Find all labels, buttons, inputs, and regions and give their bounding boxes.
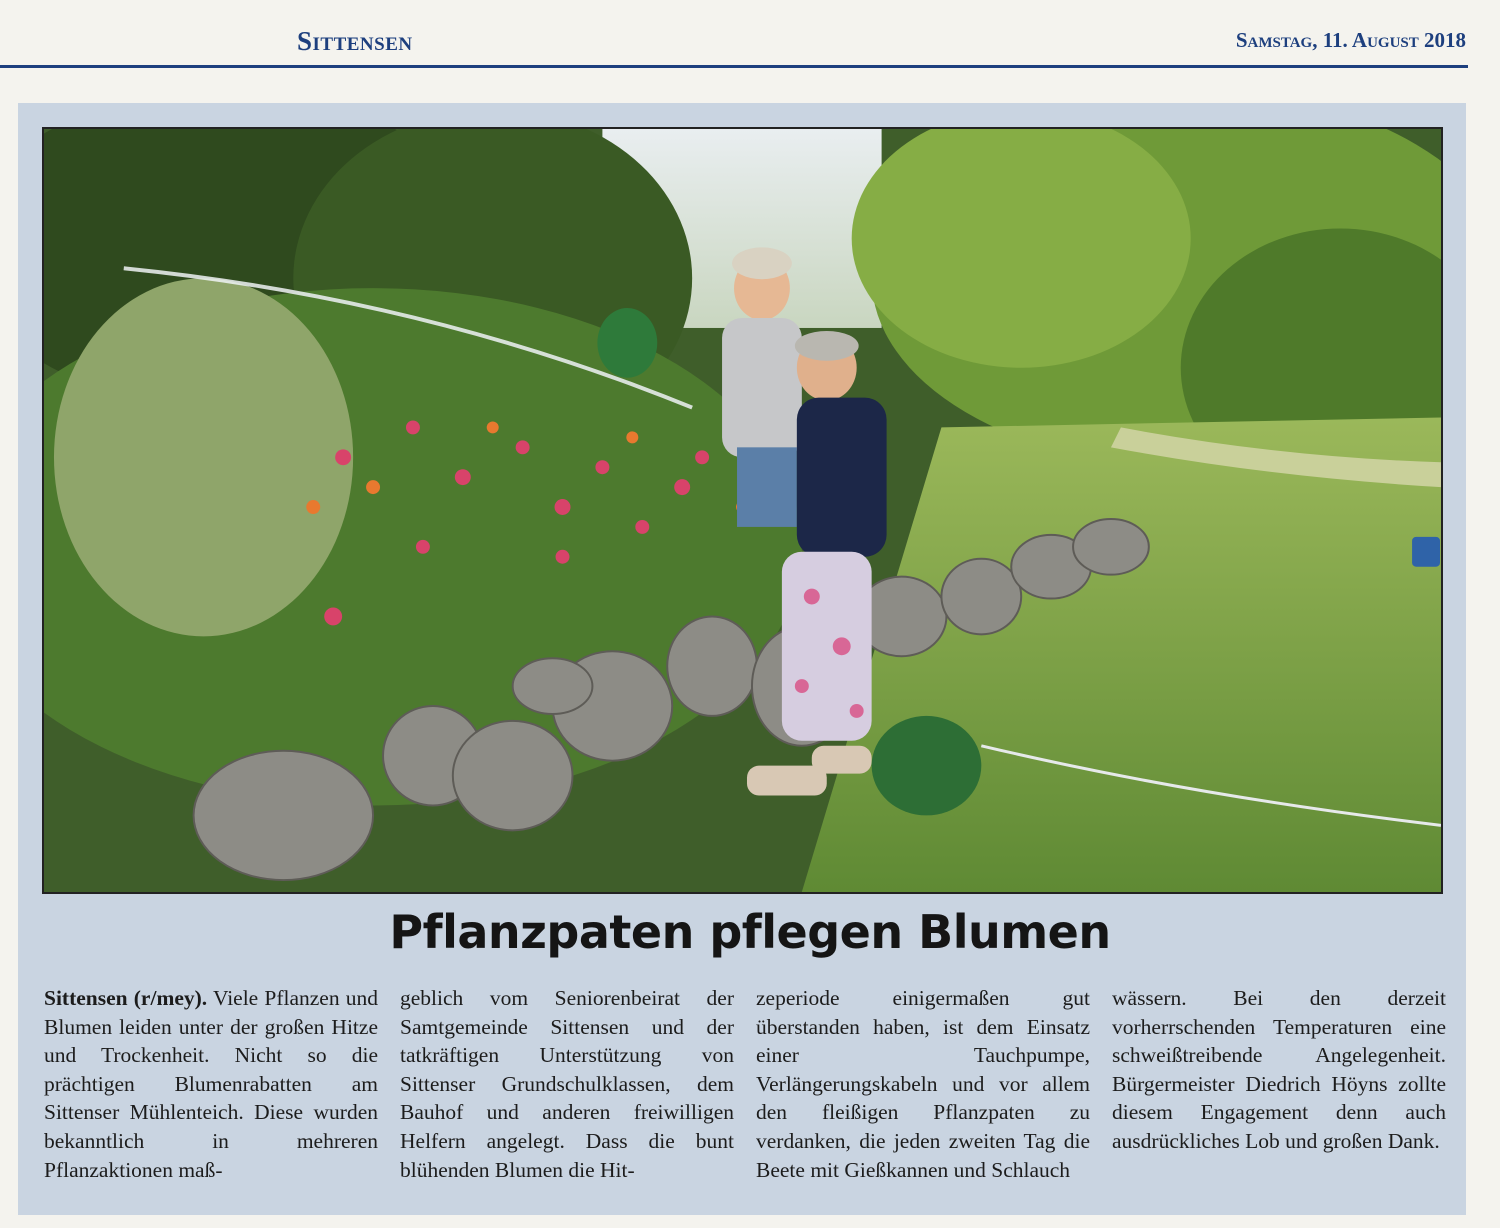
article-column-3 [756,984,1090,1184]
issue-date: Samstag, 11. August 2018 [1235,28,1466,52]
article-photo [42,127,1443,894]
masthead [0,20,1480,64]
article-text-4: wässern. Bei den derzeit vorherrschenden Temperaturen eine schweißtreibende Angelegenheit. Bürgermeister Diedrich Höyns zollte diesem Engagement denn auch ausdrückliches Lob und großen Dank. [1112,986,1446,1153]
article-column-4 [1112,984,1446,1156]
garden-photo-illustration [44,129,1441,892]
article-text-3: zeperiode einigermaßen gut überstanden haben, ist dem Einsatz einer Tauchpumpe, Verlängerungskabeln und vor allem den fleißigen Pflanzpaten zu verdanken, die jeden zweiten Tag die Beete mit Gießkannen und Schlauch [756,986,1090,1182]
article-text-1: Viele Pflanzen und Blumen leiden unter der großen Hitze und Trockenheit. Nicht so die prächtigen Blumenrabatten am Sittenser Mühlenteich. Diese wurden bekanntlich in mehreren Pflanzaktionen maß- [44,986,378,1182]
article-headline: Pflanzpaten pflegen Blumen [389,905,1111,959]
article-dateline: Sittensen (r/mey). [44,986,208,1010]
article-column-2 [400,984,734,1184]
article-text-2: geblich vom Seniorenbeirat der Samtgemeinde Sittensen und der tatkräftigen Unterstützung von Sittenser Grundschulklassen, dem Bauhof und anderen freiwilligen Helfern angelegt. Dass die bunt blühenden Blumen die Hit- [400,986,734,1182]
masthead-rule [0,65,1468,68]
section-title: Sittensen [297,26,413,56]
article-column-1 [44,984,378,1184]
